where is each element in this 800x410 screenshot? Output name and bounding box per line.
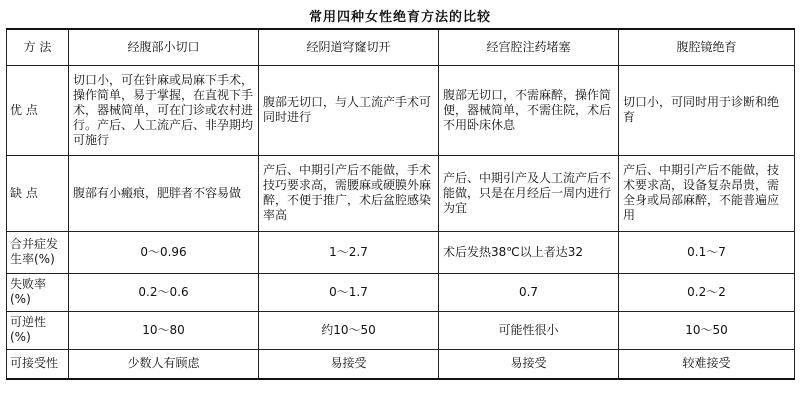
row-cons	[7, 155, 795, 231]
row-complication	[7, 231, 795, 273]
row-reversible	[7, 311, 795, 349]
header-row	[7, 29, 795, 65]
row-pros	[7, 65, 795, 155]
cell-pros-abdominal: 切口小，可在针麻或局麻下手术，操作简单，易于掌握，在直视下手术，器械简单，可在门诊或农村进行。产后、人工流产后、非孕期均可施行	[69, 65, 259, 155]
cell-failure-laparoscopy: 0.2～2	[619, 273, 795, 311]
cell-reversible-abdominal: 10～80	[69, 311, 259, 349]
cell-complication-vaginal: 1～2.7	[259, 231, 439, 273]
cell-complication-abdominal: 0～0.96	[69, 231, 259, 273]
comparison-table	[6, 28, 795, 380]
row-label-cons: 缺 点	[7, 155, 69, 231]
header-abdominal-incision: 经腹部小切口	[69, 29, 259, 65]
cell-failure-uterine: 0.7	[439, 273, 619, 311]
cell-cons-uterine: 产后、中期引产及人工流产后不能做，只是在月经后一周内进行为宜	[439, 155, 619, 231]
cell-reversible-laparoscopy: 10～50	[619, 311, 795, 349]
cell-failure-vaginal: 0～1.7	[259, 273, 439, 311]
row-label-acceptability: 可接受性	[7, 349, 69, 379]
row-label-failure: 失败率(%)	[7, 273, 69, 311]
row-acceptability	[7, 349, 795, 379]
cell-reversible-vaginal: 约10～50	[259, 311, 439, 349]
cell-pros-uterine: 腹部无切口，不需麻醉，操作简便，器械简单，不需住院，术后不用卧床休息	[439, 65, 619, 155]
cell-pros-laparoscopy: 切口小，可同时用于诊断和绝育	[619, 65, 795, 155]
cell-complication-uterine: 术后发热38℃以上者达32	[439, 231, 619, 273]
cell-cons-vaginal: 产后、中期引产后不能做，手术技巧要求高，需腰麻或硬膜外麻醉，不便于推广，术后盆腔感染率高	[259, 155, 439, 231]
cell-acceptability-laparoscopy: 较难接受	[619, 349, 795, 379]
header-uterine-injection: 经宫腔注药堵塞	[439, 29, 619, 65]
row-label-pros: 优 点	[7, 65, 69, 155]
cell-acceptability-abdominal: 少数人有顾虑	[69, 349, 259, 379]
cell-acceptability-uterine: 易接受	[439, 349, 619, 379]
cell-pros-vaginal: 腹部无切口，与人工流产手术可同时进行	[259, 65, 439, 155]
cell-reversible-uterine: 可能性很小	[439, 311, 619, 349]
table-title: 常用四种女性绝育方法的比较	[308, 10, 491, 25]
cell-cons-abdominal: 腹部有小瘢痕，肥胖者不容易做	[69, 155, 259, 231]
row-label-reversible: 可逆性(%)	[7, 311, 69, 349]
cell-failure-abdominal: 0.2～0.6	[69, 273, 259, 311]
header-method: 方 法	[7, 29, 69, 65]
cell-cons-laparoscopy: 产后、中期引产后不能做，技术要求高，设备复杂昂贵，需全身或局部麻醉，不能普遍应用	[619, 155, 795, 231]
cell-complication-laparoscopy: 0.1～7	[619, 231, 795, 273]
header-vaginal-fornix: 经阴道穹窿切开	[259, 29, 439, 65]
row-label-complication: 合并症发生率(%)	[7, 231, 69, 273]
header-laparoscopy: 腹腔镜绝育	[619, 29, 795, 65]
row-failure	[7, 273, 795, 311]
cell-acceptability-vaginal: 易接受	[259, 349, 439, 379]
